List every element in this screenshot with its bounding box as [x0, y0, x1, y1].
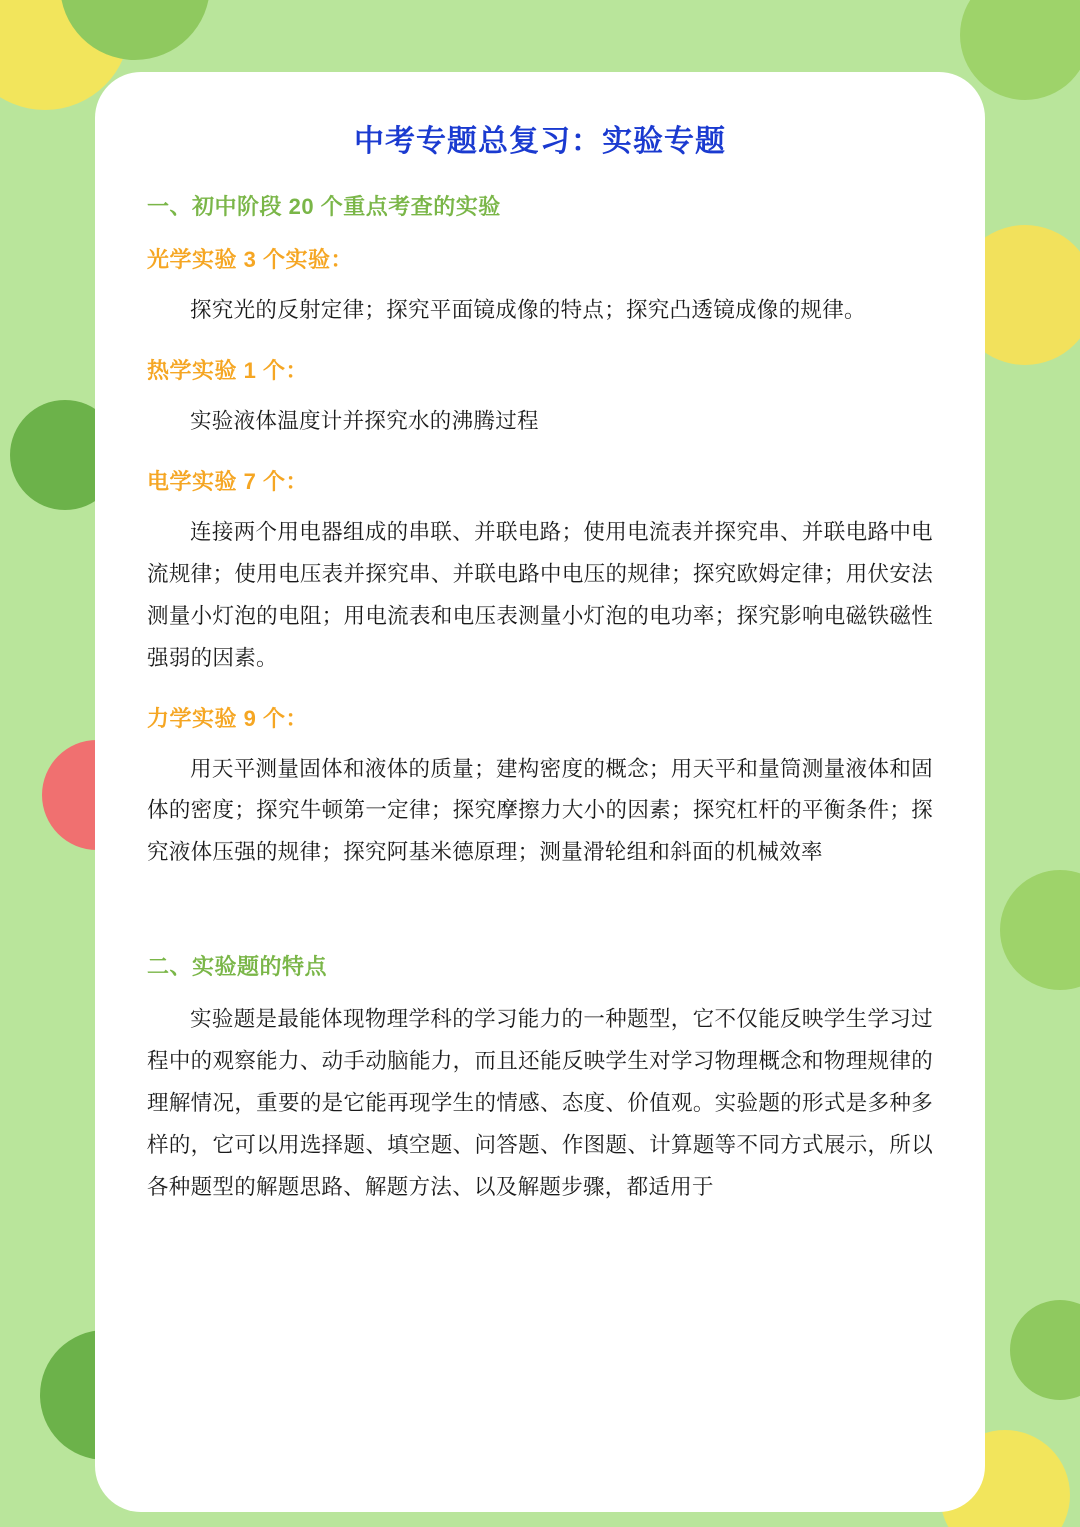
section-divider-space	[147, 888, 933, 928]
subheading-mechanics: 力学实验 9 个：	[147, 705, 308, 731]
circle-right-green-lower	[1000, 870, 1080, 990]
circle-top-right-green	[960, 0, 1080, 100]
circle-bottom-right-green	[1010, 1300, 1080, 1400]
paragraph-experiment-features: 实验题是最能体现物理学科的学习能力的一种题型，它不仅能反映学生学习过程中的观察能力、动手动脑能力，而且还能反映学生对学习物理概念和物理规律的理解情况，重要的是它能再现学生的情感、态度、价值观。实验题的形式是多种多样的，它可以用选择题、填空题、问答题、作图题、计算题等不同方式展示，所以各种题型的解题思路、解题方法、以及解题步骤，都适用于	[147, 1007, 933, 1199]
paragraph-thermal: 实验液体温度计并探究水的沸腾过程	[190, 408, 539, 433]
document-card	[95, 72, 985, 1512]
section-1-heading: 一、初中阶段 20 个重点考查的实验	[147, 194, 501, 219]
section-1	[147, 190, 933, 874]
paragraph-mechanics: 用天平测量固体和液体的质量；建构密度的概念；用天平和量筒测量液体和固体的密度；探究牛顿第一定律；探究摩擦力大小的因素；探究杠杆的平衡条件；探究液体压强的规律；探究阿基米德原理；测量滑轮组和斜面的机械效率	[147, 756, 933, 865]
section-2-heading: 二、实验题的特点	[147, 954, 328, 980]
section-2	[147, 950, 933, 1209]
paragraph-electricity: 连接两个用电器组成的串联、并联电路；使用电流表并探究串、并联电路中电流规律；使用电压表并探究串、并联电路中电压的规律；探究欧姆定律；用伏安法测量小灯泡的电阻；用电流表和电压表测量小灯泡的电功率；探究影响电磁铁磁性强弱的因素。	[147, 519, 933, 670]
subheading-optics: 光学实验 3 个实验：	[147, 247, 353, 272]
paragraph-optics: 探究光的反射定律；探究平面镜成像的特点；探究凸透镜成像的规律。	[190, 298, 866, 322]
page-title: 中考专题总复习：实验专题	[354, 125, 726, 158]
subheading-electricity: 电学实验 7 个：	[147, 468, 308, 494]
subheading-thermal: 热学实验 1 个：	[147, 357, 308, 383]
